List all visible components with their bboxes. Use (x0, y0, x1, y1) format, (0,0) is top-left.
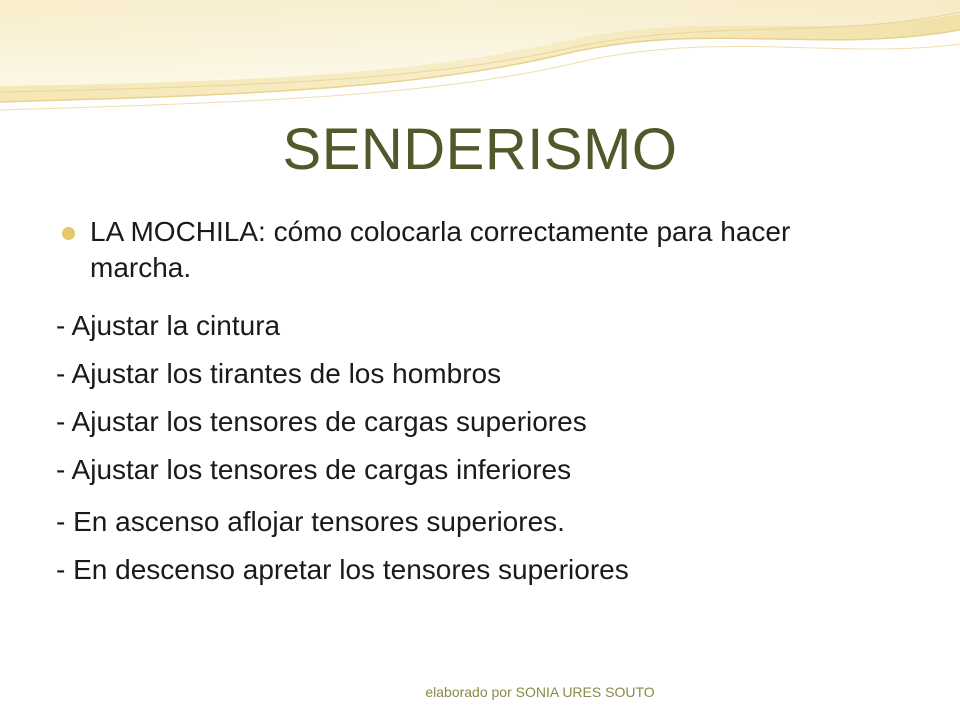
slide-title: SENDERISMO (282, 117, 678, 182)
bullet-text: LA MOCHILA: cómo colocarla correctamente para hacer marcha. (90, 216, 791, 283)
footer-credit: elaborado por SONIA URES SOUTO (425, 684, 655, 700)
step-item: - Ajustar la cintura (56, 310, 281, 341)
bullet-dot-icon (62, 227, 75, 240)
step-item: - Ajustar los tensores de cargas superiores (56, 406, 587, 437)
decorative-wave-header (0, 0, 960, 120)
step-item: - Ajustar los tirantes de los hombros (56, 358, 502, 389)
step-item: - En descenso apretar los tensores superiores (56, 554, 629, 585)
step-item: - Ajustar los tensores de cargas inferiores (56, 454, 572, 485)
step-item: - En ascenso aflojar tensores superiores. (56, 506, 565, 537)
